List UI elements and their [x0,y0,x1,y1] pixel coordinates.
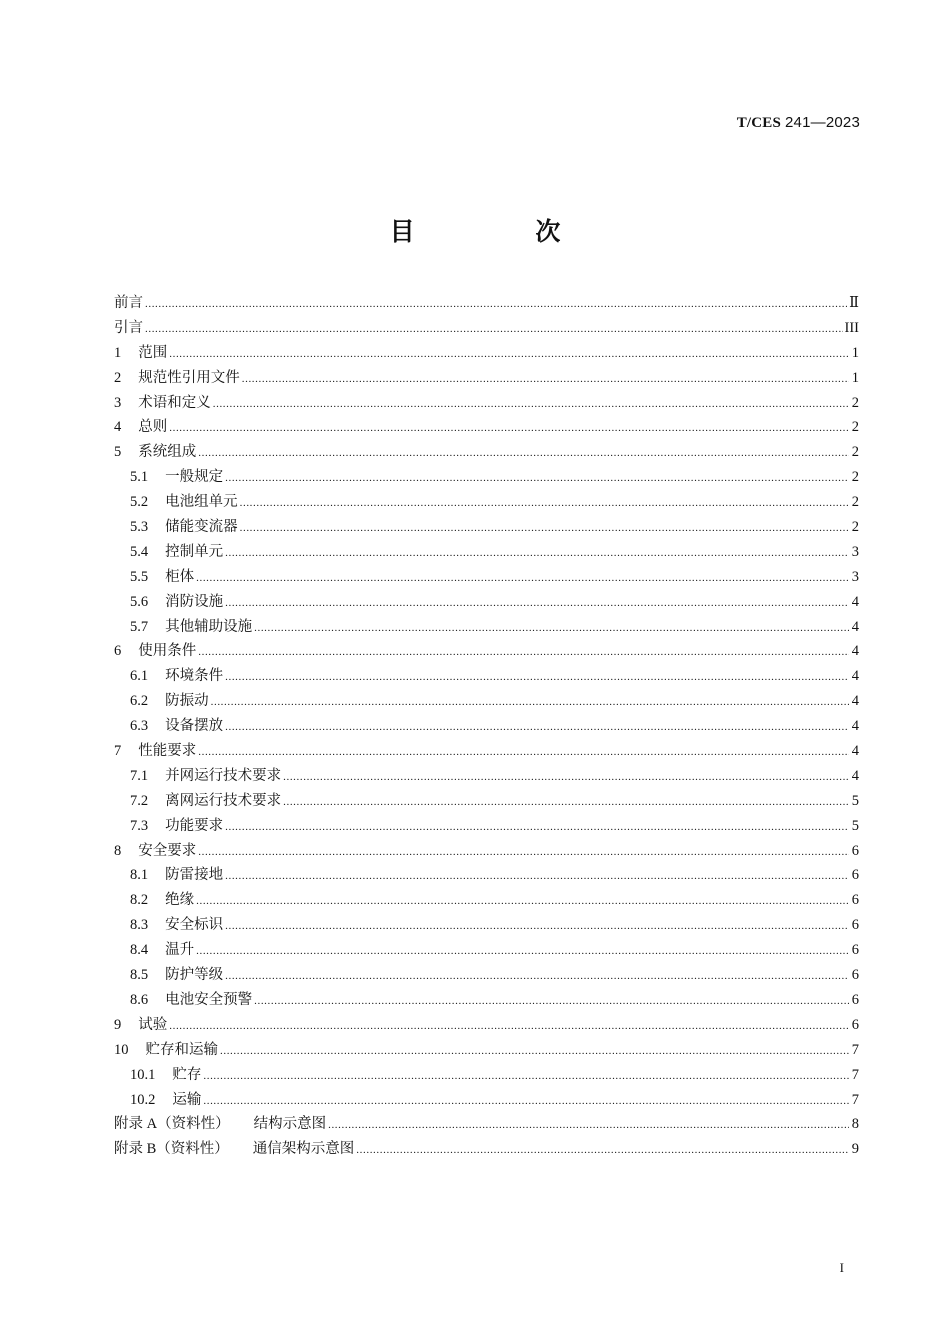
toc-entry-page: 4 [851,767,859,784]
toc-entry-page: 9 [851,1141,859,1158]
toc-entry-title [130,963,223,984]
toc-entry-title [130,615,252,636]
toc-entry-label: 安全要求 [138,842,197,859]
toc-entry[interactable] [114,341,859,366]
toc-entry-label: 绝缘 [165,892,195,909]
toc-entry-page: 2 [851,394,859,411]
toc-entry[interactable] [114,664,859,689]
toc-dot-leader [240,522,849,534]
toc-dot-leader [225,870,849,882]
toc-entry-title [130,1063,201,1084]
toc-dot-leader [211,696,849,708]
toc-entry-page: 3 [851,543,859,560]
toc-entry[interactable] [114,639,859,664]
toc-entry-page: 6 [851,942,859,959]
toc-entry[interactable] [114,1063,859,1088]
toc-entry-title [130,714,223,735]
toc-entry-number: 6 [114,643,122,660]
toc-entry-title [130,465,223,486]
toc-entry-number: 7.1 [130,767,149,784]
toc-entry[interactable] [114,863,859,888]
toc-entry-page: 4 [851,718,859,735]
toc-entry-label: 贮存和运输 [145,1041,218,1058]
toc-entry-title [114,291,143,312]
toc-dot-leader [198,746,849,758]
toc-entry-page: 1 [851,369,859,386]
toc-entry-page: 2 [851,519,859,536]
toc-entry-title [114,415,167,436]
toc-entry[interactable] [114,739,859,764]
toc-entry-number: 7.2 [130,792,149,809]
toc-entry-number: 8.6 [130,991,149,1008]
toc-entry-title [114,341,167,362]
toc-entry-page: 2 [851,494,859,511]
toc-entry-page: 4 [851,743,859,760]
toc-entry-title [130,515,238,536]
toc-entry[interactable] [114,963,859,988]
toc-entry-label: 防雷接地 [165,867,224,884]
toc-entry-label: 储能变流器 [165,519,238,536]
toc-entry-number: 5.5 [130,568,149,585]
toc-entry-number: 10 [114,1041,129,1058]
toc-dot-leader [283,796,849,808]
toc-dot-leader [203,1095,849,1107]
toc-dot-leader [254,622,849,634]
toc-entry[interactable] [114,316,859,341]
toc-dot-leader [240,497,849,509]
toc-entry-page: 5 [851,792,859,809]
toc-entry-label: 范围 [138,344,168,361]
toc-entry-page: 4 [851,693,859,710]
toc-dot-leader [225,970,849,982]
toc-dot-leader [198,646,849,658]
toc-entry[interactable] [114,938,859,963]
toc-entry-label: 术语和定义 [138,394,211,411]
toc-entry-number: 附录 B（资料性） [114,1141,229,1158]
toc-entry[interactable] [114,1137,859,1162]
toc-entry-number: 5 [114,444,122,461]
toc-entry-number: 8.5 [130,967,149,984]
toc-entry-title [130,540,223,561]
toc-entry-page: 1 [851,344,859,361]
toc-entry-title [114,316,143,337]
toc-entry-page: 7 [851,1091,859,1108]
standard-number: 241—2023 [785,114,860,131]
toc-entry[interactable] [114,465,859,490]
toc-entry-label: 一般规定 [165,469,224,486]
toc-dot-leader [169,422,849,434]
toc-dot-leader [203,1070,849,1082]
toc-entry-title [130,814,223,835]
toc-entry-label: 结构示意图 [253,1116,327,1133]
toc-entry-title [114,1038,218,1059]
toc-entry-number: 5.7 [130,618,149,635]
toc-entry-title [114,366,240,387]
toc-entry-title [130,664,223,685]
toc-entry-title [114,391,211,412]
toc-entry-label: 试验 [138,1016,168,1033]
toc-entry-title [130,689,209,710]
toc-entry-page: 6 [851,991,859,1008]
toc-entry-label: 温升 [165,942,195,959]
toc-entry[interactable] [114,1112,859,1137]
toc-entry-number: 8.4 [130,942,149,959]
toc-entry-title [114,739,196,760]
toc-dot-leader [356,1144,849,1156]
toc-entry-label: 设备摆放 [165,718,224,735]
toc-entry-title [114,1112,326,1133]
toc-entry-label: 控制单元 [165,543,224,560]
toc-dot-leader [196,895,849,907]
toc-entry-title [114,839,196,860]
toc-entry-page: 3 [851,568,859,585]
toc-entry-title [114,1137,354,1158]
toc-dot-leader [283,771,849,783]
toc-entry-page: Ⅱ [849,295,859,311]
table-of-contents [114,291,859,1162]
toc-entry-title [130,490,238,511]
toc-entry[interactable] [114,440,859,465]
toc-entry-title [114,1013,167,1034]
toc-entry-page: 4 [851,643,859,660]
toc-entry-label: 环境条件 [165,668,224,685]
toc-entry[interactable] [114,1088,859,1113]
toc-entry-number: 4 [114,419,122,436]
toc-entry-page: III [844,319,859,336]
toc-entry-page: 4 [851,593,859,610]
toc-entry[interactable] [114,415,859,440]
toc-entry-label: 使用条件 [138,643,197,660]
toc-entry-number: 9 [114,1016,122,1033]
toc-entry[interactable] [114,291,859,316]
standard-prefix: T/CES [736,115,782,131]
toc-entry-label: 电池安全预警 [165,991,253,1008]
toc-entry-number: 5.2 [130,494,149,511]
toc-entry-number: 6.3 [130,718,149,735]
toc-entry-number: 5.4 [130,543,149,560]
toc-entry-label: 防护等级 [165,967,224,984]
toc-entry-number: 8 [114,842,122,859]
toc-entry[interactable] [114,391,859,416]
toc-entry-number: 8.3 [130,917,149,934]
toc-entry-title [130,590,223,611]
toc-entry-label: 其他辅助设施 [165,618,253,635]
toc-entry[interactable] [114,888,859,913]
toc-entry-label: 前言 [114,295,143,311]
toc-entry[interactable] [114,366,859,391]
toc-entry-label: 规范性引用文件 [138,369,240,386]
toc-dot-leader [225,721,849,733]
toc-dot-leader [254,995,849,1007]
toc-entry-title [130,988,252,1009]
toc-entry-label: 并网运行技术要求 [165,767,282,784]
toc-entry-number: 8.1 [130,867,149,884]
toc-dot-leader [225,920,849,932]
toc-dot-leader [225,472,849,484]
toc-entry-label: 消防设施 [165,593,224,610]
toc-entry-title [130,938,194,959]
page-title: 目 次 [389,217,617,246]
toc-entry-number: 10.1 [130,1066,156,1083]
toc-entry-number: 3 [114,394,122,411]
toc-entry-page: 4 [851,618,859,635]
toc-entry-label: 系统组成 [138,444,197,461]
toc-dot-leader [225,671,849,683]
toc-entry-page: 6 [851,892,859,909]
toc-entry-page: 4 [851,668,859,685]
toc-entry[interactable] [114,490,859,515]
toc-dot-leader [198,846,849,858]
toc-entry-label: 通信架构示意图 [252,1141,355,1158]
toc-dot-leader [169,348,849,360]
toc-entry-title [130,1088,201,1109]
toc-entry-page: 6 [851,1016,859,1033]
toc-dot-leader [169,1020,849,1032]
toc-entry-title [130,789,281,810]
toc-entry-number: 5.6 [130,593,149,610]
toc-entry-title [130,764,281,785]
standard-code [737,114,860,132]
toc-entry-label: 功能要求 [165,817,224,834]
toc-dot-leader [225,547,849,559]
toc-dot-leader [213,398,849,410]
toc-entry-number: 附录 A（资料性） [114,1116,230,1133]
toc-entry-label: 电池组单元 [165,494,238,511]
toc-entry-number: 6.1 [130,668,149,685]
toc-entry-number: 5.1 [130,469,149,486]
toc-dot-leader [145,323,843,335]
toc-dot-leader [225,597,849,609]
toc-entry-label: 引言 [114,319,143,336]
toc-entry-number: 7 [114,743,122,760]
toc-entry-page: 2 [851,444,859,461]
toc-entry[interactable] [114,615,859,640]
toc-entry-number: 5.3 [130,519,149,536]
toc-entry-number: 2 [114,369,122,386]
toc-entry-page: 2 [851,419,859,436]
toc-entry-label: 安全标识 [165,917,224,934]
toc-entry-title [130,863,223,884]
toc-entry-page: 7 [851,1066,859,1083]
toc-entry-label: 运输 [172,1091,202,1108]
toc-entry-label: 柜体 [165,568,195,585]
toc-entry-page: 2 [851,469,859,486]
toc-entry-page: 6 [851,917,859,934]
toc-entry-page: 6 [851,842,859,859]
toc-entry-number: 8.2 [130,892,149,909]
toc-dot-leader [220,1045,849,1057]
toc-entry-page: 5 [851,817,859,834]
toc-entry[interactable] [114,814,859,839]
toc-entry-title [130,913,223,934]
toc-entry[interactable] [114,714,859,739]
toc-entry[interactable] [114,913,859,938]
toc-dot-leader [196,572,849,584]
toc-entry-number: 10.2 [130,1091,156,1108]
toc-entry-number: 7.3 [130,817,149,834]
toc-entry[interactable] [114,839,859,864]
toc-entry-number: 1 [114,344,122,361]
toc-entry-label: 离网运行技术要求 [165,792,282,809]
toc-entry[interactable] [114,1038,859,1063]
toc-entry-label: 性能要求 [138,743,197,760]
toc-entry[interactable] [114,590,859,615]
toc-entry[interactable] [114,789,859,814]
toc-entry-label: 防振动 [165,693,209,710]
toc-dot-leader [242,373,849,385]
page-number: I [839,1260,844,1275]
toc-dot-leader [196,945,849,957]
toc-entry-number: 6.2 [130,693,149,710]
toc-entry-page: 8 [851,1116,859,1133]
toc-entry[interactable] [114,1013,859,1038]
toc-entry-label: 总则 [138,419,168,436]
toc-entry[interactable] [114,689,859,714]
toc-entry[interactable] [114,540,859,565]
toc-entry[interactable] [114,565,859,590]
toc-entry[interactable] [114,764,859,789]
toc-entry-page: 6 [851,867,859,884]
toc-dot-leader [198,447,849,459]
toc-entry-page: 7 [851,1041,859,1058]
toc-entry-title [114,440,196,461]
toc-dot-leader [145,298,847,310]
toc-entry-title [114,639,196,660]
toc-dot-leader [225,821,849,833]
toc-entry-title [130,888,194,909]
toc-dot-leader [328,1119,849,1131]
toc-entry-title [130,565,194,586]
toc-entry[interactable] [114,515,859,540]
toc-entry-label: 贮存 [172,1066,202,1083]
toc-entry-page: 6 [851,967,859,984]
toc-entry[interactable] [114,988,859,1013]
